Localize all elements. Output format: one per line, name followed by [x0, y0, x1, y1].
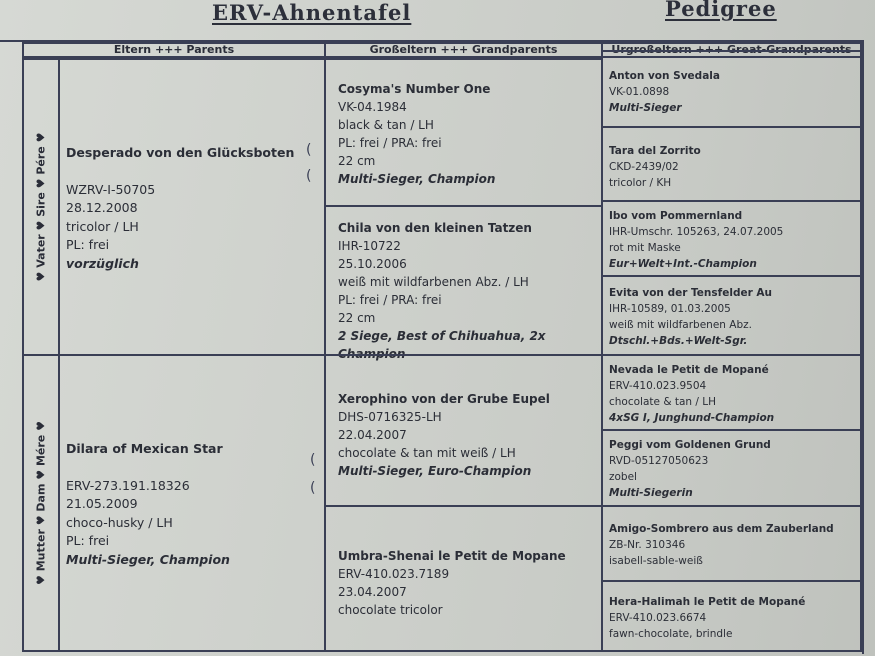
dog-name: Xerophino von der Grube Eupel	[338, 392, 550, 406]
dog-detail: IHR-Umschr. 105263, 24.07.2005	[609, 226, 784, 238]
great-grandparent-entry	[609, 143, 852, 191]
dog-detail: fawn-chocolate, brindle	[609, 628, 733, 640]
dog-name: Umbra-Shenai le Petit de Mopane	[338, 549, 566, 563]
great-grandparent-entry	[609, 68, 852, 116]
great-grandparent-cell	[603, 580, 862, 652]
great-grandparent-cell	[603, 505, 862, 582]
great-grandparent-cell	[603, 50, 862, 128]
great-grandparent-cell	[603, 275, 862, 356]
dog-name: Nevada le Petit de Mopané	[609, 364, 769, 376]
dog-name: Hera-Halimah le Petit de Mopané	[609, 596, 806, 608]
great-grandparent-entry	[609, 285, 852, 349]
great-grandparent-entry	[609, 521, 852, 569]
parent-entry	[66, 440, 316, 569]
parent-cell-dam	[58, 354, 326, 652]
great-grandparent-cell	[603, 126, 862, 202]
dog-detail: ZB-Nr. 310346	[609, 539, 686, 551]
parent-entry	[66, 144, 316, 273]
header-parents: Eltern +++ Parents	[22, 42, 326, 58]
dog-detail: PL: frei	[66, 533, 110, 548]
dog-detail: choco-husky / LH	[66, 514, 173, 530]
dog-detail: IHR-10589, 01.03.2005	[609, 303, 731, 315]
dog-detail: 22 cm	[338, 311, 376, 325]
dog-detail: IHR-10722	[338, 239, 401, 253]
dog-detail: 25.10.2006	[338, 257, 407, 271]
sire-side-label: ♥ Vater ♥ Sire ♥ Pére ♥	[34, 132, 48, 282]
bracket-mark: (	[306, 168, 312, 184]
dog-name: Tara del Zorrito	[609, 145, 701, 157]
dog-detail: zobel	[609, 471, 637, 483]
dog-detail: rot mit Maske	[609, 242, 681, 254]
grandparent-entry	[338, 390, 593, 480]
great-grandparent-entry	[609, 208, 852, 272]
dog-detail: ERV-410.023.6674	[609, 612, 707, 624]
bracket-mark: (	[310, 480, 316, 496]
grandparent-entry	[338, 547, 593, 619]
dog-detail: 22 cm	[338, 154, 376, 168]
bracket-mark: (	[306, 142, 312, 158]
dog-detail: CKD-2439/02	[609, 161, 679, 173]
document-title-english: Pedigree	[665, 0, 777, 21]
great-grandparent-cell	[603, 429, 862, 507]
grandparent-cell	[326, 505, 603, 652]
header-great-grandparents: Urgroßeltern +++ Great-Grandparents	[601, 42, 862, 58]
dog-name: Ibo vom Pommernland	[609, 210, 743, 222]
dog-detail: tricolor / LH	[66, 218, 139, 234]
great-grandparent-cell	[603, 354, 862, 431]
dog-titles: Multi-Sieger, Euro-Champion	[338, 464, 532, 478]
great-grandparent-entry	[609, 437, 852, 501]
dog-detail: ERV-410.023.7189	[338, 567, 450, 581]
dog-detail: 28.12.2008	[66, 200, 138, 215]
grandparent-cell	[326, 205, 603, 361]
great-grandparent-entry	[609, 594, 852, 642]
dog-detail: 21.05.2009	[66, 496, 138, 511]
dog-detail: black & tan / LH	[338, 118, 434, 132]
dog-detail: chocolate tricolor	[338, 603, 443, 617]
dog-name: Desperado von den Glücksboten	[66, 145, 295, 160]
dog-titles: Multi-Sieger, Champion	[66, 551, 230, 567]
dog-titles: vorzüglich	[66, 255, 139, 271]
grandparent-entry	[338, 219, 593, 363]
great-grandparent-entry	[609, 362, 852, 426]
dog-detail: tricolor / KH	[609, 177, 672, 189]
grandparent-cell	[326, 354, 603, 507]
dog-detail: VK-04.1984	[338, 100, 407, 114]
dog-detail: chocolate & tan / LH	[609, 396, 717, 408]
great-grandparent-cell	[603, 200, 862, 277]
dam-side-column	[22, 354, 58, 652]
dog-detail: PL: frei / PRA: frei	[338, 293, 442, 307]
grandparent-cell	[326, 58, 603, 207]
sire-side-column	[22, 58, 58, 356]
dog-name: Dilara of Mexican Star	[66, 441, 223, 456]
header-grandparents: Großeltern +++ Grandparents	[324, 42, 603, 58]
dog-name: Chila von den kleinen Tatzen	[338, 221, 532, 235]
document-title: ERV-Ahnentafel	[212, 0, 412, 25]
dog-titles: Multi-Sieger	[609, 102, 682, 114]
dog-detail: DHS-0716325-LH	[338, 410, 442, 424]
dog-detail: ERV-273.191.18326	[66, 477, 190, 493]
dog-detail: weiß mit wildfarbenen Abz.	[609, 319, 752, 331]
dog-titles: Dtschl.+Bds.+Welt-Sgr.	[609, 335, 748, 347]
dog-detail: PL: frei / PRA: frei	[338, 136, 442, 150]
dog-name: Evita von der Tensfelder Au	[609, 287, 773, 299]
dog-detail: 22.04.2007	[338, 428, 407, 442]
dog-titles: 2 Siege, Best of Chihuahua, 2x Champion	[338, 329, 546, 361]
dog-detail: PL: frei	[66, 237, 110, 252]
dog-detail: WZRV-I-50705	[66, 181, 156, 197]
bracket-mark: (	[310, 452, 316, 468]
dog-name: Cosyma's Number One	[338, 82, 491, 96]
dog-detail: ERV-410.023.9504	[609, 380, 707, 392]
dog-detail: VK-01.0898	[609, 86, 670, 98]
dog-name: Anton von Svedala	[609, 70, 720, 82]
parent-cell-sire	[58, 58, 326, 356]
dog-name: Amigo-Sombrero aus dem Zauberland	[609, 523, 834, 535]
dog-titles: Eur+Welt+Int.-Champion	[609, 258, 757, 270]
dog-detail: weiß mit wildfarbenen Abz. / LH	[338, 275, 529, 289]
dog-titles: Multi-Siegerin	[609, 487, 693, 499]
dog-titles: 4xSG I, Junghund-Champion	[609, 412, 775, 424]
dog-detail: chocolate & tan mit weiß / LH	[338, 446, 516, 460]
dam-side-label: ♥ Mutter ♥ Dam ♥ Mére ♥	[34, 421, 48, 585]
dog-name: Peggi vom Goldenen Grund	[609, 439, 771, 451]
dog-detail: 23.04.2007	[338, 585, 407, 599]
dog-detail: RVD-05127050623	[609, 455, 709, 467]
dog-detail: isabell-sable-weiß	[609, 555, 703, 567]
dog-titles: Multi-Sieger, Champion	[338, 172, 496, 186]
grandparent-entry	[338, 80, 593, 188]
